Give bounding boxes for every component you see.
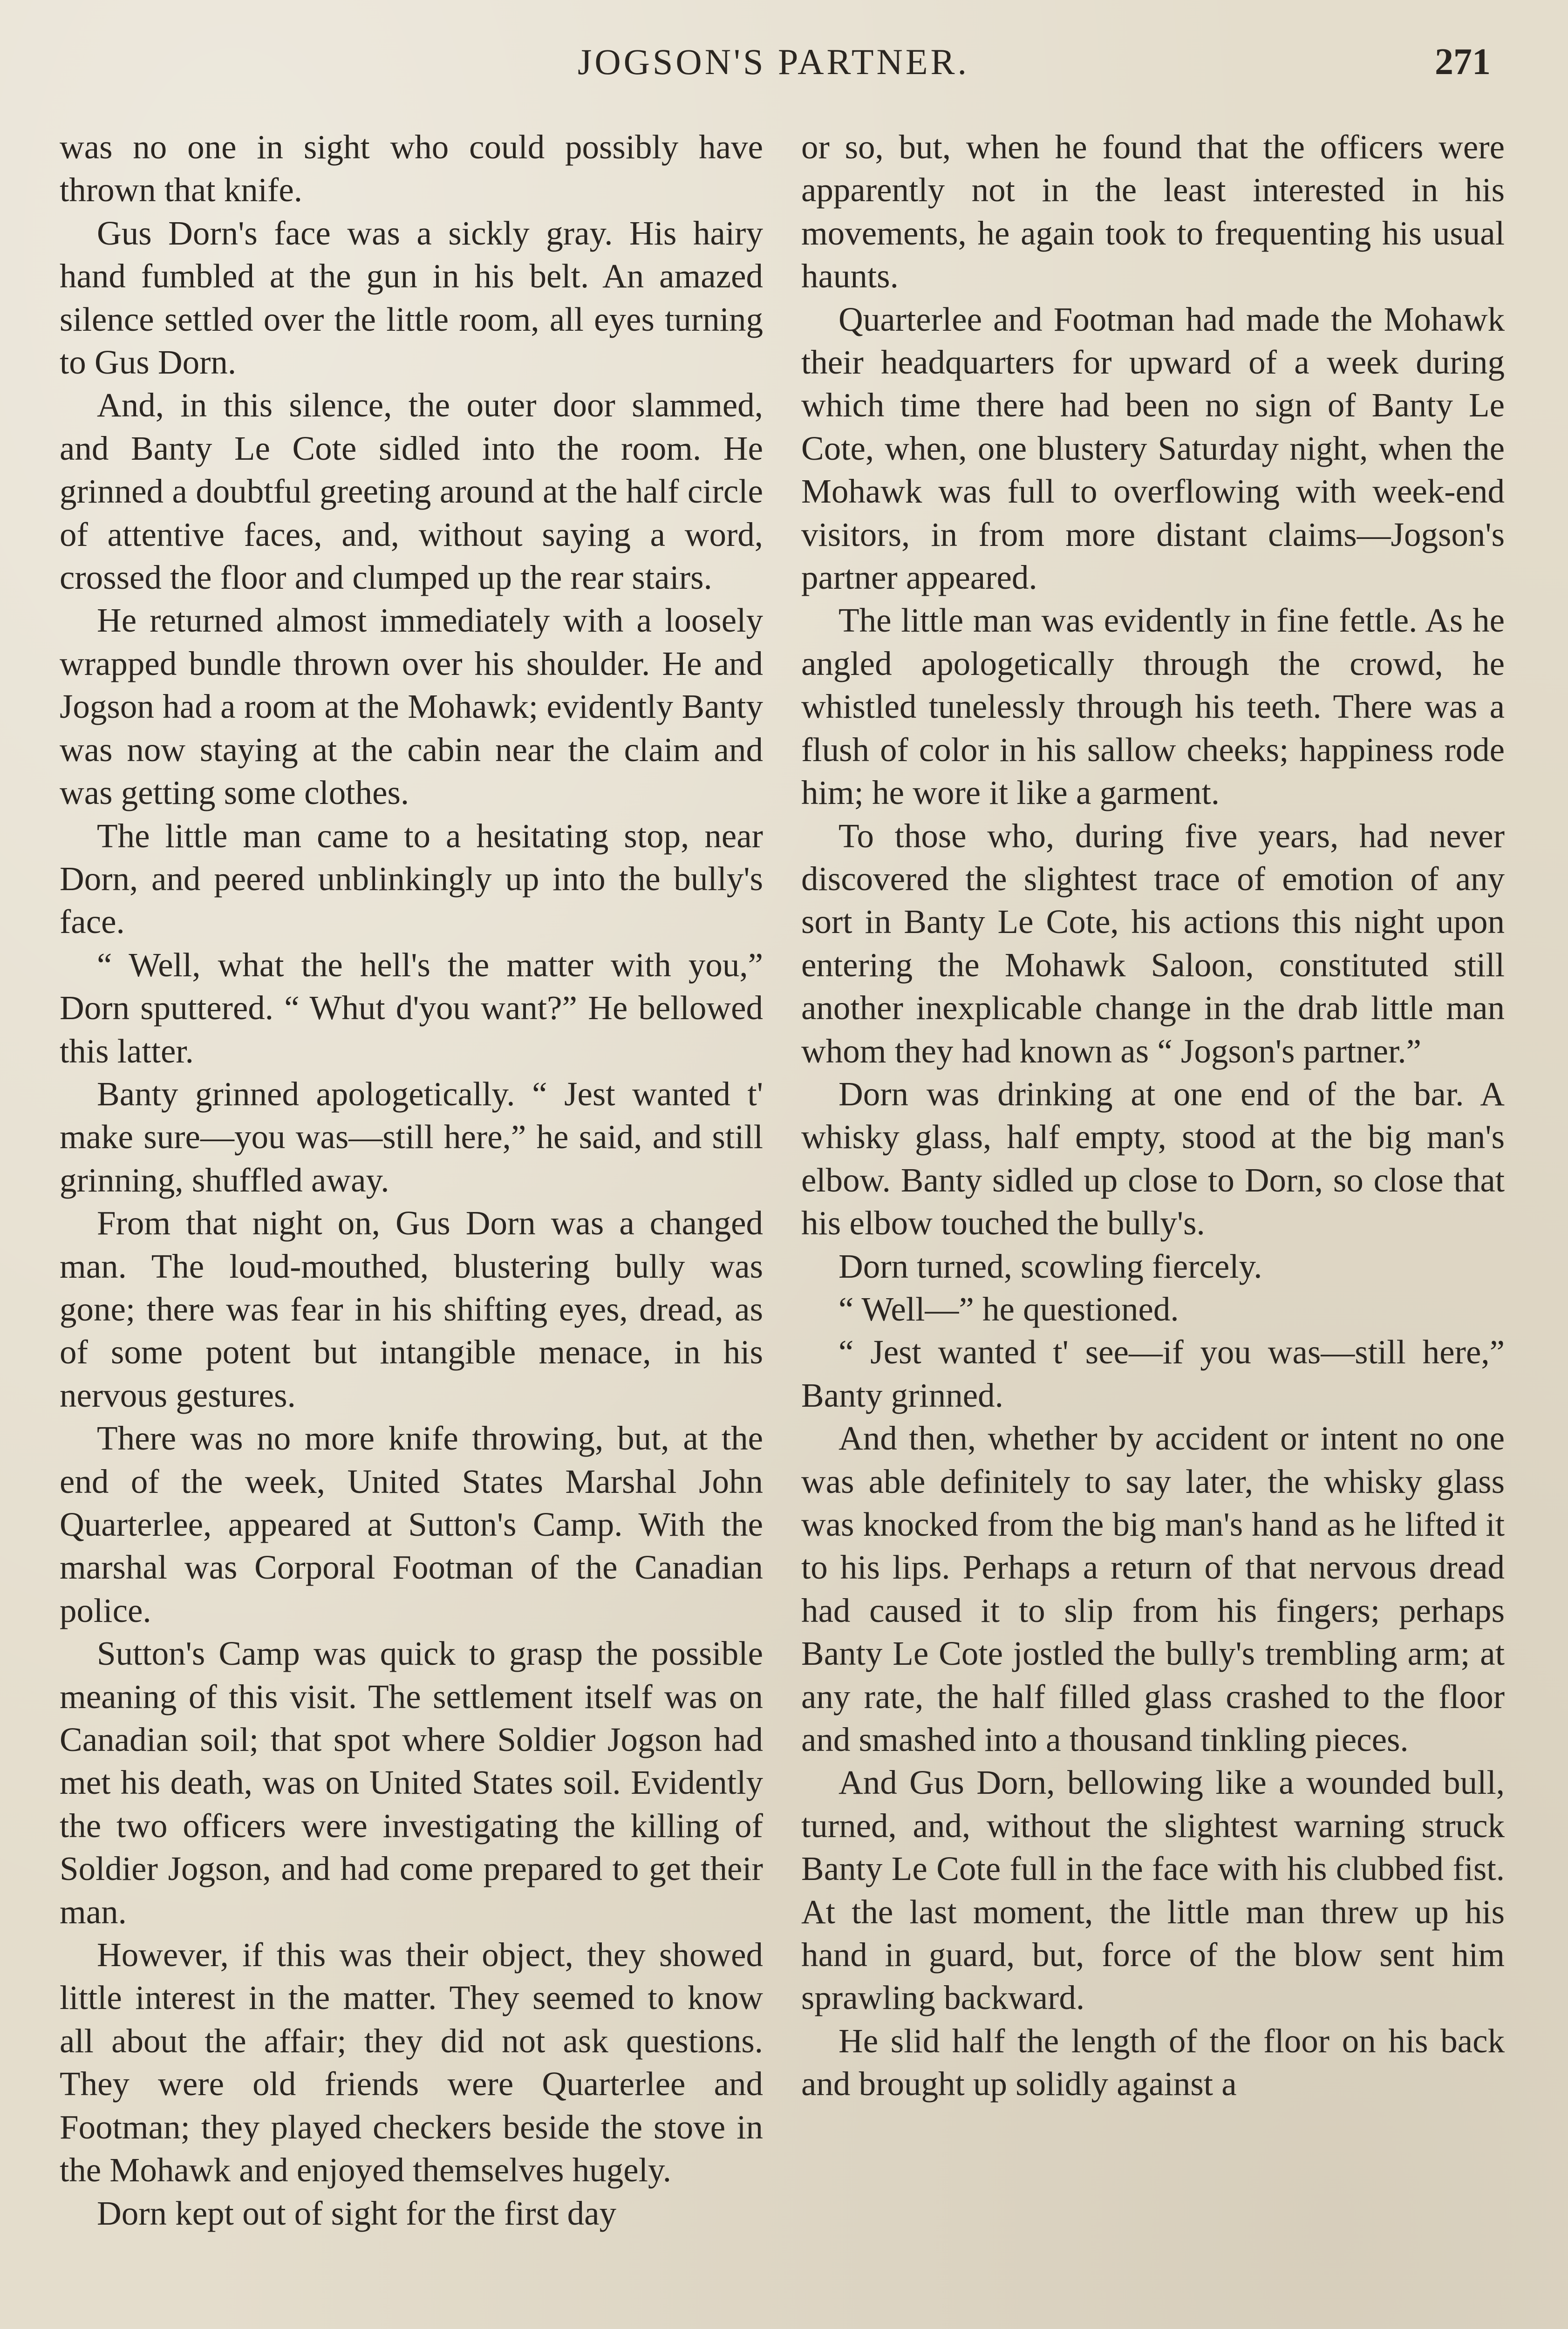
right-column [801, 126, 1505, 2106]
paragraph: was no one in sight who could possibly have thrown that knife. [60, 128, 763, 209]
paragraph: However, if this was their object, they showed little interest in the matter. They seemed to know all about the affair; they did not ask questions. They were old friends were Quarterlee and Footman; they played checkers beside the stove in the Mohawk and enjoyed themselves hugely. [60, 1936, 763, 2189]
paragraph: Dorn turned, scowling fiercely. [839, 1247, 1262, 1285]
paragraph: Sutton's Camp was quick to grasp the possible meaning of this visit. The settlement itself was on Canadian soil; that spot where Soldier Jogson had met his death, was on United States soil. Evidently the two officers were investigating the killing of Soldier Jogson, and had come prepared to get their man. [60, 1634, 763, 1931]
paragraph: or so, but, when he found that the officers were apparently not in the least interested in his movements, he again took to frequenting his usual haunts. [801, 128, 1505, 295]
paragraph: And, in this silence, the outer door slammed, and Banty Le Cote sidled into the room. He grinned a doubtful greeting around at the half circle of attentive faces, and, without saying a word, crossed the floor and clumped up the rear stairs. [60, 386, 763, 597]
paragraph: The little man came to a hesitating stop, near Dorn, and peered unblinkingly up into the bully's face. [60, 817, 763, 941]
paragraph: Dorn was drinking at one end of the bar. A whisky glass, half empty, stood at the big man's elbow. Banty sidled up close to Dorn, so close that his elbow touched the bully's. [801, 1075, 1505, 1242]
left-column [60, 126, 763, 2235]
paragraph: “ Jest wanted t' see—if you was—still here,” Banty grinned. [801, 1333, 1505, 1414]
paragraph: “ Well—” he questioned. [839, 1290, 1179, 1328]
page-number: 271 [1435, 41, 1491, 82]
paragraph: Gus Dorn's face was a sickly gray. His hairy hand fumbled at the gun in his belt. An amazed silence settled over the little room, all eyes turning to Gus Dorn. [60, 214, 763, 381]
paragraph: There was no more knife throwing, but, at the end of the week, United States Marshal John Quarterlee, appeared at Sutton's Camp. With the marshal was Corporal Footman of the Canadian police. [60, 1419, 763, 1629]
paragraph: He slid half the length of the floor on his back and brought up solidly against a [801, 2022, 1505, 2103]
paragraph: Dorn kept out of sight for the first day [97, 2194, 617, 2232]
paragraph: “ Well, what the hell's the matter with you,” Dorn sputtered. “ Whut d'you want?” He bellowed this latter. [60, 946, 763, 1070]
paragraph: The little man was evidently in fine fettle. As he angled apologetically through the crowd, he whistled tunelessly through his teeth. There was a flush of color in his sallow cheeks; happiness rode him; he wore it like a garment. [801, 601, 1505, 812]
page-header [0, 41, 1568, 97]
paragraph: And Gus Dorn, bellowing like a wounded bull, turned, and, without the slightest warning struck Banty Le Cote full in the face with his clubbed fist. At the last moment, the little man threw up his hand in guard, but, force of the blow sent him sprawling backward. [801, 1764, 1505, 2017]
paragraph: And then, whether by accident or intent no one was able definitely to say later, the whisky glass was knocked from the big man's hand as he lifted it to his lips. Perhaps a return of that nervous dread had caused it to slip from his fingers; perhaps Banty Le Cote jostled the bully's trembling arm; at any rate, the half filled glass crashed to the floor and smashed into a thousand tinkling pieces. [801, 1419, 1505, 1759]
paragraph: Quarterlee and Footman had made the Mohawk their headquarters for upward of a week during which time there had been no sign of Banty Le Cote, when, one blustery Saturday night, when the Mohawk was full to overflowing with week-end visitors, in from more distant claims—Jogson's partner appeared. [801, 300, 1505, 597]
paragraph: He returned almost immediately with a loosely wrapped bundle thrown over his shoulder. He and Jogson had a room at the Mohawk; evidently Banty was now staying at the cabin near the claim and was getting some clothes. [60, 601, 763, 812]
paragraph: From that night on, Gus Dorn was a changed man. The loud-mouthed, blustering bully was gone; there was fear in his shifting eyes, dread, as of some potent but intangible menace, in his nervous gestures. [60, 1204, 763, 1414]
paragraph: To those who, during five years, had never discovered the slightest trace of emotion of any sort in Banty Le Cote, his actions this night upon entering the Mohawk Saloon, constituted still another inexplicable change in the drab little man whom they had known as “ Jogson's partner.” [801, 817, 1505, 1070]
paragraph: Banty grinned apologetically. “ Jest wanted t' make sure—you was—still here,” he said, and still grinning, shuffled away. [60, 1075, 763, 1199]
running-title: JOGSON'S PARTNER. [578, 41, 970, 82]
